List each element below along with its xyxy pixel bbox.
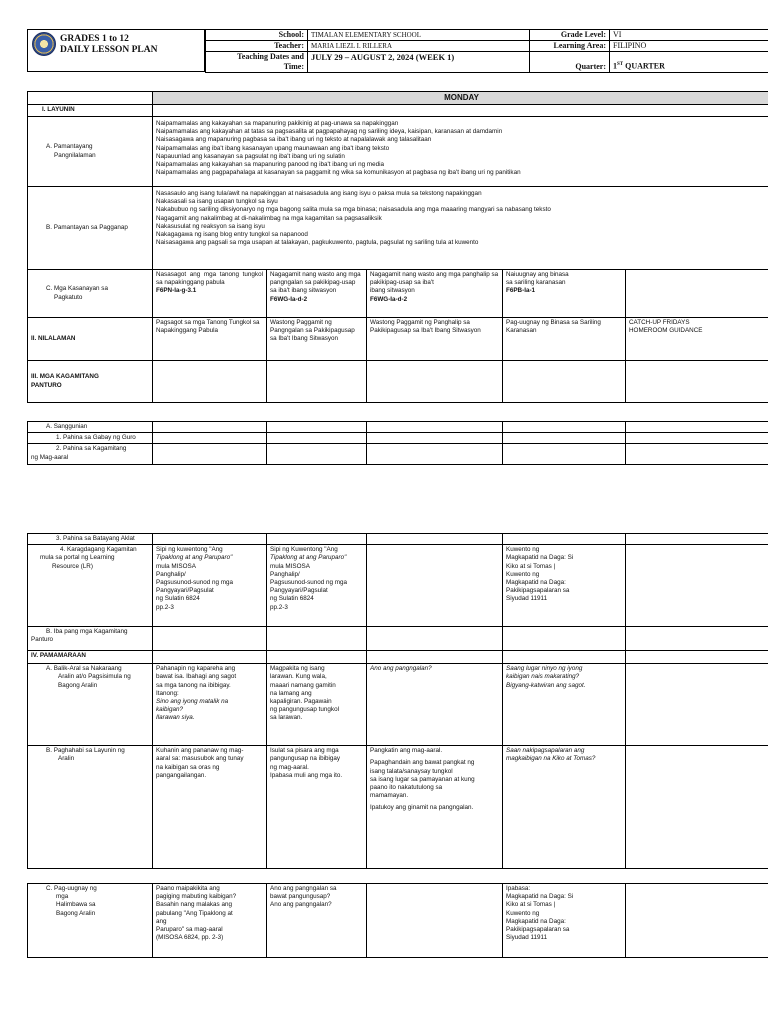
lr-line: mula MISOSA: [270, 562, 310, 570]
grade-level-value: VI: [610, 30, 768, 41]
catch-up-fridays: CATCH-UP FRIDAYS: [629, 319, 690, 326]
quarter-suffix: ST: [617, 62, 624, 68]
nilalaman-friday: [626, 318, 768, 361]
teaching-dates-value: JULY 29 – AUGUST 2, 2024 (WEEK 1): [308, 52, 530, 73]
balik-question: kaibigan nais makarating?: [506, 673, 580, 681]
nilalaman-tuesday: Wastong Paggamit ng Pangngalan sa Pakikipagusap sa Iba't Ibang Sitwasyon: [267, 318, 367, 361]
balik-aral-label: [28, 664, 153, 746]
lr-line: pp.2-3: [156, 603, 174, 611]
quarter-number: 1: [613, 62, 617, 71]
kasanayan-code: F6WG-Ia-d-2: [270, 295, 308, 303]
karagdagang-line2: mula sa portal ng Learning: [40, 554, 115, 562]
teacher-value: MARIA LIEZL I. RILLERA: [308, 41, 530, 52]
kasanayan-code: F6WG-Ia-d-2: [370, 295, 408, 303]
pag-uugnay-label: [28, 884, 153, 958]
balik-question: Sino ang iyong matalik na: [156, 698, 229, 706]
paghahabi-question: magkaibigan na Kiko at Tomas?: [506, 755, 596, 763]
pag-uugnay-tuesday: [267, 884, 367, 958]
paghahabi-line: Isulat sa pisara ang mga: [270, 747, 339, 755]
pag-uugnay-line: pabulang "Ang Tipaklong at: [156, 909, 233, 917]
kasanayan-text: Naiuugnay ang binasa: [506, 271, 569, 278]
kasanayan-thursday: [503, 270, 626, 318]
balik-aral-line2: Aralin at/o Pagsisimula ng: [58, 673, 131, 681]
pag-uugnay-line: Kiko at si Tomas |: [506, 901, 556, 909]
pamantayang-line: Naipamamalas ang kakayahan sa mapanuring panood ng iba't ibang uri ng media: [156, 161, 385, 169]
lesson-table-1: [27, 91, 768, 403]
kasanayan-text: ibang sitwasyon: [370, 287, 415, 295]
paghahabi-line: aaral sa: masusubok ang tunay: [156, 755, 244, 763]
kasanayan-label-line2: Pagkatuto: [54, 293, 83, 301]
kagamitan-label: [28, 361, 153, 403]
day-header-monday: MONDAY: [153, 92, 768, 105]
lr-line: Pangyayari/Pagsulat: [270, 587, 328, 595]
balik-aral-line3: Bagong Aralin: [58, 681, 98, 689]
karagdagang-line1: 4. Karagdagang Kagamitan: [60, 546, 137, 554]
nilalaman-thursday: Pag-uugnay ng Binasa sa Sariling Karanasan: [503, 318, 626, 361]
pag-uugnay-line: Paano maipakikita ang: [156, 885, 220, 892]
pagganap-line: Naisasagawa ang pagsali sa mga usapan at talakayan, pagkukuwento, pagtula, pagsulat ng sariling tula at kuwento: [156, 239, 479, 247]
lr-line: Kuwento ng: [506, 570, 540, 578]
lr-line: Kuwento ng: [506, 546, 540, 554]
title-box: [27, 29, 205, 72]
teaching-dates-label-line2: Time:: [283, 62, 304, 71]
lr-line: Kiko at si Tomas |: [506, 562, 556, 570]
lr-monday: [153, 545, 267, 627]
paghahabi-tuesday: [267, 746, 367, 869]
pag-uugnay-line: Ano ang pangngalan sa: [270, 885, 337, 892]
kasanayan-text: Nasasagot ang mga tanong tungkol sa napakinggang pabula: [156, 271, 263, 287]
learning-area-label: Learning Area:: [530, 41, 610, 52]
layunin-label: I. LAYUNIN: [28, 105, 153, 117]
header-info-table: [205, 29, 768, 73]
balik-line: na lamang ang: [270, 689, 312, 697]
pag-uugnay-line4: Bagong Aralin: [56, 909, 96, 917]
kagamitan-label-line2: PANTURO: [31, 381, 62, 389]
lr-line: Sipi ng Kuwentong "Ang: [270, 546, 338, 554]
kasanayan-label-line1: C. Mga Kasanayan sa: [46, 285, 108, 293]
lesson-table-3: [27, 533, 768, 869]
nilalaman-wednesday: Wastong Paggamit ng Panghalip sa Pakikipagusap sa Iba't Ibang Sitwasyon: [367, 318, 503, 361]
pamantayang-line: Naipamamalas ang kakayahan sa mapanuring pakikinig at pag-unawa sa napakinggan: [156, 120, 399, 127]
kasanayan-friday: [626, 270, 768, 318]
school-label: School:: [206, 30, 308, 41]
iba-pang-line2: Panturo: [31, 636, 54, 644]
teaching-dates-label: [206, 52, 308, 73]
paghahabi-line: sa isang lugar sa pamayanan at kung: [370, 775, 475, 783]
pagganap-line: Nakasusulat ng reaksyon sa isang isyu: [156, 222, 265, 230]
paghahabi-label: [28, 746, 153, 869]
pag-uugnay-thursday: [503, 884, 626, 958]
title-line-1: GRADES 1 to 12: [60, 34, 129, 44]
pamantayang-line: Naipamamalas ang pagpapahalaga at kasanayan sa paggamit ng wika sa komunikasyon at pagbasa ng iba't ibang uri ng panitikan: [156, 169, 521, 177]
balik-line: Magpakita ng isang: [270, 665, 325, 673]
balik-line: sa larawan.: [270, 714, 303, 722]
paghahabi-line: ng mag-aaral.: [270, 763, 309, 771]
pagganap-line: Nagagamit ang nakalimbag at di-nakalimbag na mga kagamitan sa pagsasaliksik: [156, 214, 382, 222]
paghahabi-line: paano ito nakatutulong sa: [370, 784, 443, 792]
pag-uugnay-line: Siyudad 11911: [506, 934, 548, 942]
lesson-table-4: [27, 883, 768, 958]
lr-line: Panghalip/: [270, 570, 300, 578]
kasanayan-monday: [153, 270, 267, 318]
paghahabi-line: mamamayan.: [370, 792, 409, 800]
learning-area-value: FILIPINO: [610, 41, 768, 52]
kasanayan-label: [28, 270, 153, 318]
pag-uugnay-line2: mga: [56, 893, 69, 901]
karagdagang-line3: Resource (LR): [52, 562, 93, 570]
pamantayang-line: Naipamamalas ang iba't ibang kasanayan upang maunawaan ang iba't ibang teksto: [156, 144, 390, 152]
lr-line: Pangyayari/Pagsulat: [156, 587, 214, 595]
kasanayan-text: Nagagamit nang wasto ang mga panghalip sa pakikipag-usap sa iba't: [370, 271, 499, 287]
sanggunian-label: A. Sanggunian: [28, 422, 153, 433]
pamantayang-line: Naipamamalas ang kakayahan at tatas sa pagsasalita at pagpapahayag ng sariling ideya, kaisipan, karanasan at damdamin: [156, 128, 503, 136]
kasanayan-code: F6PB-Ia-1: [506, 287, 536, 295]
pag-uugnay-line: Magkapatid na Daga: Si: [506, 893, 574, 901]
balik-line: maaari namang gamitin: [270, 681, 336, 689]
kasanayan-code: F6PN-Ia-g-3.1: [156, 287, 197, 295]
pag-uugnay-monday: [153, 884, 267, 958]
pag-uugnay-line: Kuwento ng: [506, 909, 540, 917]
pag-uugnay-line3: Halimbawa sa: [56, 901, 96, 909]
pamamaraan-label: IV. PAMAMARAAN: [28, 651, 153, 664]
pamantayang-pangnilalaman-content: [153, 117, 768, 187]
pagganap-line: Nakagagawa ng isang blog entry tungkol sa napanood: [156, 231, 308, 239]
balik-line: ng pangungusap tungkol: [270, 706, 339, 714]
nilalaman-monday: Pagsagot sa mga Tanong Tungkol sa Napakinggang Pabula: [153, 318, 267, 361]
lr-line: Pagsusunod-sunod ng mga: [156, 579, 234, 587]
kasanayan-text: sa sariling karanasan: [506, 279, 566, 287]
balik-aral-line1: A. Balik-Aral sa Nakaraang: [46, 665, 122, 673]
quarter-value: [610, 52, 768, 73]
balik-line: Pahanapin ng kapareha ang: [156, 665, 236, 673]
kagamitang-label-line1: 2. Pahina sa Kagamitang: [56, 445, 127, 453]
pag-uugnay-line: Basahin nang malakas ang: [156, 901, 232, 909]
paghahabi-line: Pangkatin ang mag-aaral.: [370, 747, 443, 755]
pag-uugnay-line: Paruparo" sa mag-aaral: [156, 926, 223, 934]
balik-line: Itanong:: [156, 689, 179, 697]
balik-aral-monday: [153, 664, 267, 746]
pamantayang-label-line2: Pangnilalaman: [54, 151, 96, 159]
quarter-label: Quarter:: [530, 52, 610, 73]
lr-line: pp.2-3: [270, 603, 288, 611]
balik-line: sa mga tanong na ibibigay.: [156, 681, 231, 689]
balik-aral-wednesday: Ano ang pangngalan?: [367, 664, 503, 746]
balik-question: Ilarawan siya.: [156, 714, 195, 722]
pag-uugnay-line: Magkapatid na Daga:: [506, 917, 566, 925]
pamantayang-pangnilalaman-label: [28, 117, 153, 187]
pamantayang-label-line1: A. Pamantayang: [46, 143, 93, 151]
teaching-dates-label-line1: Teaching Dates and: [237, 52, 304, 61]
gabay-ng-guro-label: 1. Pahina sa Gabay ng Guro: [28, 433, 153, 444]
paghahabi-line: isang talata/sanaysay tungkol: [370, 767, 453, 775]
paghahabi-line: na kaibigan sa oras ng: [156, 763, 220, 771]
teacher-label: Teacher:: [206, 41, 308, 52]
lr-line: Tipaklong at ang Paruparo": [156, 554, 233, 562]
pag-uugnay-line: Ipabasa:: [506, 885, 531, 892]
pagganap-line: Nakasasali sa isang usapan tungkol sa isyu: [156, 198, 278, 206]
paghahabi-line1: B. Paghahabi sa Layunin ng: [46, 747, 125, 755]
pag-uugnay-line: bawat pangungusap?: [270, 893, 331, 901]
lr-line: Magkapatid na Daga:: [506, 579, 566, 587]
lr-line: Sipi ng kuwentong "Ang: [156, 546, 223, 554]
lr-line: Tipaklong at ang Paruparo": [270, 554, 347, 562]
lr-line: Pagsusunod-sunod ng mga: [270, 579, 348, 587]
balik-line: larawan. Kung wala,: [270, 673, 327, 681]
pagganap-line: Nasasaulo ang isang tula/awit na napakinggan at naisasadula ang isang isyu o paksa mula sa tekstong napakinggan: [156, 190, 482, 197]
balik-question: Bigyang-katwiran ang sagot.: [506, 681, 586, 689]
lr-line: Pakikipagsapalaran sa: [506, 587, 570, 595]
pamantayan-sa-pagganap-label: B. Pamantayan sa Pagganap: [28, 187, 153, 270]
paghahabi-line: pangungusap na ibibigay: [270, 755, 341, 763]
pag-uugnay-line: Pakikipagsapalaran sa: [506, 926, 570, 934]
grade-level-label: Grade Level:: [530, 30, 610, 41]
balik-line: kapaligiran. Pagawain: [270, 698, 332, 706]
balik-question: Saang lugar ninyo ng iyong: [506, 665, 583, 673]
pagganap-line: Nakabubuo ng sariling diksiyonaryo ng mga bagong salita mula sa mga binasa; naisasadula ang mga maaaring mangyari sa nabasang teksto: [156, 206, 551, 214]
lr-thursday: [503, 545, 626, 627]
balik-line: bawat isa. Ibahagi ang sagot: [156, 673, 237, 681]
kagamitan-label-line1: III. MGA KAGAMITANG: [31, 373, 99, 381]
paghahabi-line: Kuhanin ang pananaw ng mag-: [156, 747, 244, 755]
paghahabi-thursday: [503, 746, 626, 869]
pag-uugnay-line1: C. Pag-uugnay ng: [46, 885, 97, 892]
paghahabi-wednesday: [367, 746, 503, 869]
balik-question: kaibigan?: [156, 706, 183, 714]
paghahabi-line: Ipatukoy ang ginamit na pangngalan.: [370, 804, 474, 812]
paghahabi-line: Papaghandain ang bawat pangkat ng: [370, 759, 475, 767]
title-line-2: DAILY LESSON PLAN: [60, 45, 158, 55]
kasanayan-text: Nagagamit nang wasto ang mga pangngalan sa pakikipag-usap sa iba't ibang sitwasyon: [270, 271, 361, 295]
paghahabi-line2: Aralin: [58, 755, 75, 763]
kasanayan-tuesday: [267, 270, 367, 318]
iba-pang-kagamitan-label: [28, 627, 153, 651]
pamantayang-line: Naisasagawa ang mapanuring pagbasa sa iba't ibang uri ng teksto at napalalawak ang talasalitaan: [156, 136, 432, 144]
kagamitang-mag-aaral-label: [28, 444, 153, 465]
pag-uugnay-line: pagiging mabuting kaibigan?: [156, 893, 237, 901]
paghahabi-line: pangangailangan.: [156, 771, 207, 779]
karagdagang-kagamitan-label: [28, 545, 153, 627]
lr-line: Magkapatid na Daga: Si: [506, 554, 574, 562]
lr-line: Siyudad 11911: [506, 595, 548, 603]
school-value: TIMALAN ELEMENTARY SCHOOL: [308, 30, 530, 41]
lr-line: ng Sulatin 6824: [156, 595, 200, 603]
quarter-word: QUARTER: [623, 62, 665, 71]
pamantayan-sa-pagganap-content: [153, 187, 768, 270]
lesson-table-2: [27, 421, 768, 465]
lr-line: mula MISOSA: [156, 562, 196, 570]
pamantayang-line: Napauunlad ang kasanayan sa pagsulat ng iba't ibang uri ng sulatin: [156, 152, 345, 160]
lr-line: Panghalip/: [156, 570, 186, 578]
nilalaman-label: II. NILALAMAN: [28, 318, 153, 361]
homeroom-guidance: HOMEROOM GUIDANCE: [629, 327, 703, 335]
paghahabi-question: Saan nakipagsapalaran ang: [506, 747, 585, 755]
pag-uugnay-line: Ano ang pangngalan?: [270, 901, 332, 909]
paghahabi-line: Ipabasa muli ang mga ito.: [270, 771, 343, 779]
batayang-aklat-label: 3. Pahina sa Batayang Aklat: [28, 534, 153, 545]
iba-pang-line1: B. Iba pang mga Kagamitang: [46, 628, 128, 636]
pag-uugnay-line: ang: [156, 917, 167, 925]
lr-tuesday: [267, 545, 367, 627]
lr-line: ng Sulatin 6824: [270, 595, 314, 603]
pag-uugnay-line: (MISOSA 6824, pp. 2-3): [156, 934, 224, 942]
kagamitang-label-line2: ng Mag-aaral: [31, 453, 69, 461]
paghahabi-monday: [153, 746, 267, 869]
kasanayan-wednesday: [367, 270, 503, 318]
balik-aral-thursday: [503, 664, 626, 746]
balik-aral-tuesday: [267, 664, 367, 746]
